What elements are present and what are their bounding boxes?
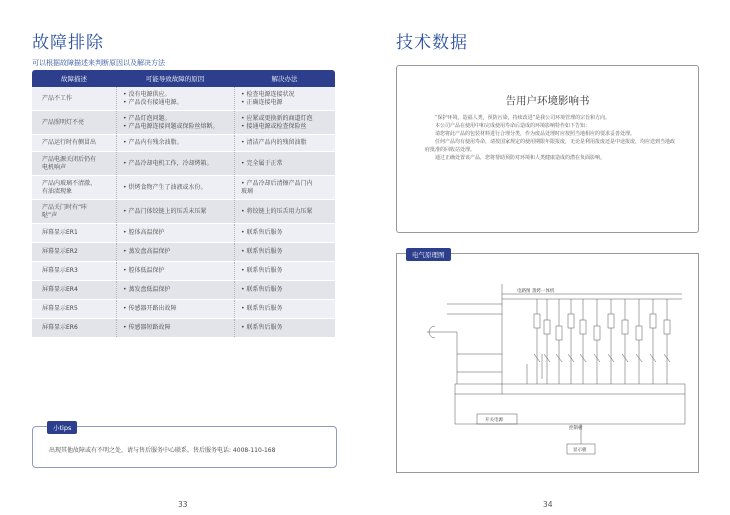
cell-text: 屏幕显示ER5 <box>42 305 78 312</box>
row-cause <box>116 152 234 175</box>
cell-text: 屏幕显示ER4 <box>42 286 78 293</box>
row-desc <box>32 224 116 242</box>
cell-text: • 产品没有接通电源。 <box>123 98 183 106</box>
row-fix <box>234 243 335 261</box>
cell-text: • 腔体低温保护 <box>123 267 165 274</box>
table-row <box>32 152 335 176</box>
table-body <box>32 87 335 338</box>
tips-box <box>32 426 337 468</box>
diagram-component <box>664 320 670 334</box>
row-cause <box>116 224 234 242</box>
header-fix: 解决办法 <box>271 75 298 83</box>
cell-text: • 产品冷却后清擦产品门内 <box>241 179 313 187</box>
row-cause <box>116 319 234 337</box>
cell-text: • 产品灯泡问题。 <box>123 114 171 122</box>
table-row <box>32 135 335 152</box>
notice-paragraph: 任何产品均有使用寿命，请按国家规定的使用期限年限报废，无论是利用报废还是中途报废，均应送到当地政府批准的回收站处理。 <box>425 139 676 153</box>
diagram-power-label: 开关电源 <box>485 418 503 423</box>
cell-text: 屏幕显示ER6 <box>42 324 78 331</box>
table-row <box>32 176 335 200</box>
table-row <box>32 300 335 319</box>
row-cause <box>116 262 234 280</box>
row-fix <box>234 281 335 299</box>
row-desc <box>32 135 116 151</box>
notice-body <box>425 114 675 162</box>
notice-paragraph: 本公司产品在使用中和完成使用寿命后造成的环境影响特作如下告知： <box>435 123 591 129</box>
page-title: 故障排除 <box>32 33 104 53</box>
diagram-component <box>650 314 656 328</box>
diagram-component <box>636 326 642 340</box>
row-desc <box>32 200 116 223</box>
diagram-component <box>534 314 540 328</box>
diagram-title: 电路图 蒸烤一体机 <box>517 289 555 294</box>
row-fix <box>234 152 335 175</box>
cell-text: 屏幕显示ER3 <box>42 267 78 274</box>
row-cause <box>116 243 234 261</box>
row-fix <box>234 87 335 110</box>
cell-text: 屏幕显示ER1 <box>42 229 78 236</box>
circuit-diagram-box <box>396 253 699 473</box>
row-cause <box>116 281 234 299</box>
cell-text: • 蒸发盘低温保护 <box>123 286 171 293</box>
cell-text: • 完全属于正常 <box>241 159 283 167</box>
right-page <box>365 0 730 515</box>
table-row <box>32 281 335 300</box>
row-cause <box>116 200 234 223</box>
cell-text: • 烘烤食物产生了油液或水份。 <box>123 183 207 191</box>
table-header <box>32 70 335 87</box>
row-cause <box>116 300 234 318</box>
page-number: 34 <box>543 500 553 509</box>
cell-text: • 联系售后服务 <box>241 324 283 331</box>
notice-paragraph: 请您将此产品的包装材料进行合理分类，作为废品处理时应按照当地相应的要求妥善处理。 <box>435 131 636 137</box>
table-row <box>32 200 335 224</box>
cell-text: • 联系售后服务 <box>241 248 283 255</box>
cell-text: • 联系售后服务 <box>241 267 283 274</box>
cell-text: 有油渍现象 <box>42 187 73 195</box>
notice-title: 告用户环境影响书 <box>505 95 590 107</box>
cell-text: 电机响声 <box>42 163 67 171</box>
cell-text: • 正确连接电源 <box>241 98 283 106</box>
row-desc <box>32 243 116 261</box>
row-fix <box>234 111 335 134</box>
cell-text: 产品内玻璃不清澈、 <box>42 179 97 187</box>
row-fix <box>234 262 335 280</box>
header-desc: 故障描述 <box>61 75 87 83</box>
row-cause <box>116 111 234 134</box>
cell-text: • 清洁产品内的残留油脂 <box>241 139 307 146</box>
row-fix <box>234 319 335 337</box>
row-cause <box>116 176 234 199</box>
tips-label: 小tips <box>47 421 77 434</box>
row-desc <box>32 262 116 280</box>
diagram-label: 电气原理图 <box>406 248 451 261</box>
cell-text: • 传感器开路出故障 <box>123 305 177 312</box>
cell-text: • 应紧或更换新的商道灯泡 <box>241 114 313 122</box>
row-desc <box>32 87 116 110</box>
tips-text: 出现其他故障或有不明之处，请与售后服务中心联系。售后服务电话: 4008-110-168 <box>49 447 276 454</box>
diagram-control-label: 控制板 <box>569 426 583 431</box>
table-row <box>32 243 335 262</box>
row-cause <box>116 87 234 110</box>
cell-text: 屏幕显示ER2 <box>42 248 78 255</box>
circuit-diagram <box>397 254 698 472</box>
table-row <box>32 87 335 111</box>
diagram-component <box>544 320 550 334</box>
cell-text: • 检查电源连接状况 <box>241 90 295 98</box>
cell-text: 产品照明灯不亮 <box>42 118 85 126</box>
table-row <box>32 111 335 135</box>
header-cause: 可能导致故障的原因 <box>145 75 205 83</box>
notice-paragraph: 通过正确处置该产品，您将帮助预防对环境和人类健康造成的潜在负面影响。 <box>435 155 606 161</box>
diagram-component <box>580 320 586 334</box>
row-desc <box>32 176 116 199</box>
row-fix <box>234 200 335 223</box>
cell-text: • 腔体高温保护 <box>123 229 165 236</box>
cell-text: • 传感器短路故障 <box>123 324 171 331</box>
row-cause <box>116 135 234 151</box>
cell-text: • 蒸发盘高温保护 <box>123 248 171 255</box>
cell-text: • 产品内有残余油脂。 <box>123 139 183 146</box>
notice-paragraph: “保护环境，造福人类，预防污染，持续改进”是我公司环境管理的宗旨和方向。 <box>435 115 611 121</box>
row-desc <box>32 281 116 299</box>
row-desc <box>32 152 116 175</box>
diagram-component <box>594 326 600 340</box>
row-fix <box>234 135 335 151</box>
row-desc <box>32 111 116 134</box>
row-fix <box>234 176 335 199</box>
cell-text: • 产品门体铰链上的压舌未压紧 <box>123 207 207 215</box>
cell-text: 哒”声 <box>42 211 58 219</box>
page-number: 33 <box>178 500 188 509</box>
cell-text: 产品运行时有侧冒出 <box>42 139 97 146</box>
diagram-component <box>608 314 614 328</box>
table-row <box>32 262 335 281</box>
row-fix <box>234 300 335 318</box>
diagram-display-label: 显示板 <box>573 448 587 453</box>
diagram-component <box>556 326 562 340</box>
cell-text: • 将铰链上的压舌用力压紧 <box>241 207 313 215</box>
cell-text: • 产品电源连接问题或保险丝熔断。 <box>123 122 219 130</box>
cell-text: • 产品冷却电机工作，冷却烤箱。 <box>123 159 213 167</box>
page-title: 技术数据 <box>396 33 468 53</box>
diagram-component <box>568 314 574 328</box>
environment-notice-box <box>396 65 699 233</box>
cell-text: 产品电源关闭后仍有 <box>42 155 97 163</box>
page-subtitle: 可以根据故障描述来判断原因以及解决方法 <box>32 59 165 67</box>
cell-text: 玻璃 <box>241 187 254 195</box>
cell-text: • 联系售后服务 <box>241 305 283 312</box>
troubleshooting-table <box>32 70 335 338</box>
cell-text: • 没有电源供应。 <box>123 90 171 98</box>
cell-text: • 联系售后服务 <box>241 286 283 293</box>
cell-text: • 接通电源或检查保险丝 <box>241 122 307 130</box>
cell-text: • 联系售后服务 <box>241 229 283 236</box>
row-fix <box>234 224 335 242</box>
table-row <box>32 224 335 243</box>
table-row <box>32 319 335 338</box>
cell-text: 产品不工作 <box>42 94 73 102</box>
row-desc <box>32 319 116 337</box>
diagram-component <box>622 320 628 334</box>
cell-text: 产品关门时有“咔 <box>42 203 88 211</box>
row-desc <box>32 300 116 318</box>
